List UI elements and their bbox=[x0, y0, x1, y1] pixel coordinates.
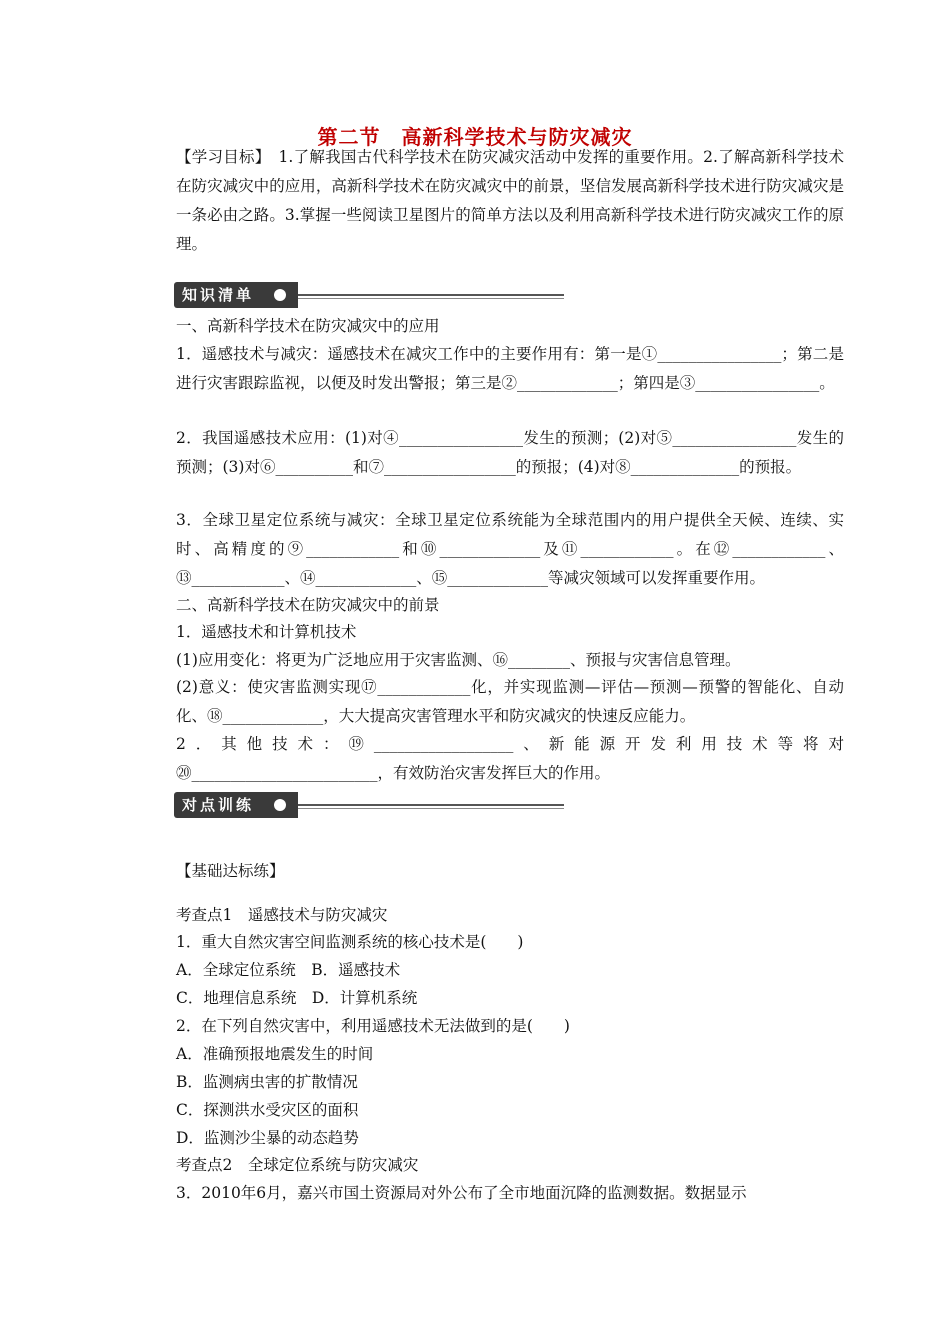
question-2-option-b: B．监测病虫害的扩散情况 bbox=[176, 1073, 358, 1091]
question-2: 2．在下列自然灾害中，利用遥感技术无法做到的是( ) bbox=[176, 1017, 570, 1035]
question-2-option-a: A．准确预报地震发生的时间 bbox=[176, 1045, 374, 1063]
question-1-options-ab: A．全球定位系统 B．遥感技术 bbox=[176, 961, 401, 979]
banner-label: 知识清单 bbox=[174, 282, 298, 308]
page-title: 第二节 高新科学技术与防灾减灾 bbox=[317, 125, 633, 149]
banner-rule bbox=[298, 804, 564, 806]
banner-rule-thin bbox=[298, 298, 564, 299]
banner-rule bbox=[298, 294, 564, 296]
section-heading-2: 二、高新科学技术在防灾减灾中的前景 bbox=[176, 596, 440, 614]
subheading-rs-computer: 1．遥感技术和计算机技术 bbox=[176, 623, 357, 641]
paragraph-significance: (2)意义：使灾害监测实现⑰____________化，并实现监测—评估—预测—预警的智能化、自动化、⑱_____________，大大提高灾害管理水平和防灾减灾的快速反应能力。 bbox=[176, 678, 844, 725]
question-2-option-d: D．监测沙尘暴的动态趋势 bbox=[176, 1129, 359, 1147]
section-banner-knowledge bbox=[174, 282, 564, 308]
banner-label: 对点训练 bbox=[174, 792, 298, 818]
paragraph-other-tech: 2．其他技术：⑲__________________、新能源开发利用技术等将对⑳________________________，有效防治灾害发挥巨大的作用。 bbox=[176, 735, 844, 782]
question-1-options-cd: C．地理信息系统 D．计算机系统 bbox=[176, 989, 418, 1007]
question-3: 3．2010年6月，嘉兴市国土资源局对外公布了全市地面沉降的监测数据。数据显示 bbox=[176, 1184, 747, 1202]
learning-objectives: 【学习目标】 1.了解我国古代科学技术在防灾减灾活动中发挥的重要作用。2.了解高新科学技术在防灾减灾中的应用，高新科学技术在防灾减灾中的前景，坚信发展高新科学技术进行防灾减灾是一条必由之路。3.掌握一些阅读卫星图片的简单方法以及利用高新科学技术进行防灾减灾工作的原理。 bbox=[176, 148, 844, 253]
topic-heading-2: 考查点2 全球定位系统与防灾减灾 bbox=[176, 1156, 419, 1174]
topic-heading-1: 考查点1 遥感技术与防灾减灾 bbox=[176, 906, 388, 924]
basic-practice-heading: 【基础达标练】 bbox=[176, 862, 285, 880]
section-banner-practice bbox=[174, 792, 564, 818]
question-1: 1．重大自然灾害空间监测系统的核心技术是( ) bbox=[176, 933, 524, 951]
bullet-dot-icon bbox=[274, 799, 286, 811]
paragraph-gps: 3．全球卫星定位系统与减灾：全球卫星定位系统能为全球范围内的用户提供全天候、连续、实时、高精度的⑨____________和⑩_____________及⑪____________。在⑫____________、⑬____________、⑭_____________、⑮_____________等减灾领域可以发挥重要作用。 bbox=[176, 511, 844, 587]
question-2-option-c: C．探测洪水受灾区的面积 bbox=[176, 1101, 359, 1119]
paragraph-application-change: (1)应用变化：将更为广泛地应用于灾害监测、⑯________、预报与灾害信息管理。 bbox=[176, 651, 741, 669]
paragraph-china-remote-sensing: 2．我国遥感技术应用：(1)对④________________发生的预测；(2)对⑤________________发生的预测；(3)对⑥__________和⑦_________________的预报；(4)对⑧______________的预报。 bbox=[176, 429, 844, 476]
section-heading-1: 一、高新科学技术在防灾减灾中的应用 bbox=[176, 317, 440, 335]
bullet-dot-icon bbox=[274, 289, 286, 301]
paragraph-remote-sensing: 1．遥感技术与减灾：遥感技术在减灾工作中的主要作用有：第一是①________________；第二是进行灾害跟踪监视，以便及时发出警报；第三是②_____________；第四是③________________。 bbox=[176, 345, 844, 392]
banner-rule-thin bbox=[298, 808, 564, 809]
